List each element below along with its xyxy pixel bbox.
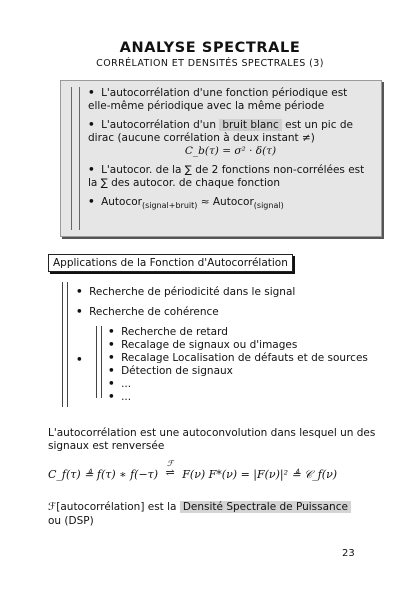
list-item [76, 286, 396, 299]
autoconvolution-paragraph: L'autocorrélation est une autoconvolution dans lesquel un des signaux est renversée [48, 427, 376, 452]
dsp-paragraph [48, 500, 393, 528]
fourier-arrows-icon: ⇌ [165, 466, 175, 479]
dsp-highlight: Densité Spectrale de Puissance [180, 501, 351, 513]
property-text: L'autocor. de la ∑ de 2 fonctions non-corrélées est la ∑ des autocor. de chaque fonction [88, 164, 365, 189]
bullet-icon: • [76, 306, 83, 318]
list-item-text: Recherche de périodicité dans le signal [89, 286, 296, 298]
property-text-after: est un pic de dirac (aucune corrélation à deux instant ≠) [88, 119, 353, 144]
bullet-icon: • [88, 164, 95, 176]
sub-list [108, 326, 368, 404]
properties-box [60, 80, 382, 237]
approx-symbol: ≈ [200, 196, 210, 208]
sub-list-item: • Recherche de retard [108, 326, 228, 338]
list-side-bars [62, 282, 68, 407]
list-item [76, 306, 396, 319]
page-title: ANALYSE SPECTRALE [119, 40, 301, 56]
page-number: 23 [342, 548, 355, 559]
sub-list-side-bars [96, 326, 102, 398]
property-text-before: L'autocorrélation d'un [101, 119, 216, 131]
property-item-white-noise [88, 119, 373, 158]
equation-rhs: F(ν) F*(ν) = |F(ν)|² ≜ 𝒞_f(ν) [182, 468, 338, 481]
box-side-bars [71, 87, 80, 230]
properties-content [88, 87, 373, 218]
sub-list-item: • Recalage de signaux ou d'images [108, 339, 298, 351]
bullet-icon: • [88, 196, 95, 208]
dsp-text-before: ℱ[autocorrélation] est la [48, 501, 177, 513]
list-item-text: Recherche de cohérence [89, 306, 219, 318]
bullet-icon: • [76, 354, 83, 366]
white-noise-formula: C_b(τ) = σ² · δ(τ) [184, 145, 277, 157]
equation-lhs: C_f(τ) ≜ f(τ) ∗ f(−τ) [48, 468, 159, 481]
bullet-icon: • [76, 286, 83, 298]
page-subtitle: CORRÉLATION ET DENSITÉS SPECTRALES (3) [96, 58, 324, 69]
sub-list-item: • ... [108, 378, 132, 390]
dsp-text-after: ou (DSP) [48, 515, 94, 527]
property-item-periodic [88, 87, 373, 113]
property-item-sum [88, 164, 373, 190]
fourier-label: ℱ [167, 459, 174, 468]
property-text: L'autocorrélation d'une fonction périodique est elle-même périodique avec la même période [88, 87, 348, 112]
property-item-approx [88, 196, 373, 212]
sub-list-wrapper [76, 326, 396, 403]
sub-list-item: • Détection de signaux [108, 365, 233, 377]
autocor-right: Autocor [212, 196, 254, 208]
sub-list-item: • ... [108, 391, 132, 403]
autocor-left: Autocor [101, 196, 142, 208]
sub-list-item: • Recalage Localisation de défauts et de sources [108, 352, 368, 364]
autocor-left-sub: (signal+bruit) [141, 201, 198, 210]
white-noise-highlight: bruit blanc [219, 119, 281, 131]
autocor-right-sub: (signal) [253, 201, 284, 210]
autocorrelation-equation [48, 459, 388, 482]
bullet-icon: • [88, 87, 95, 99]
applications-heading: Applications de la Fonction d'Autocorrélation [48, 254, 293, 272]
bullet-icon: • [88, 119, 95, 131]
